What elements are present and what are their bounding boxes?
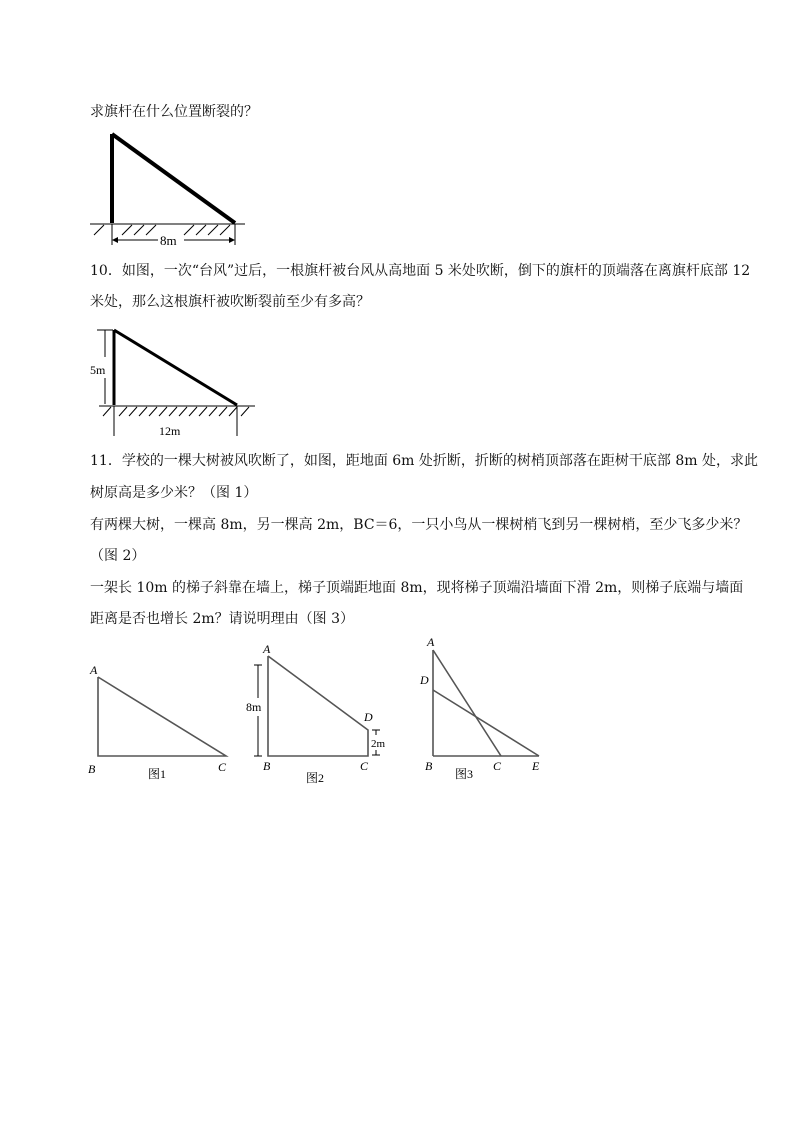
- fig2-height-label-2m: 2m: [371, 738, 386, 750]
- q10-question-line-2: 米处，那么这根旗杆被吹断裂前至少有多高？: [90, 294, 370, 310]
- fig3-vertex-A: A: [427, 635, 435, 649]
- q11-question-line-4: （图 2）: [90, 548, 146, 564]
- q9-dim-label: 8m: [160, 233, 177, 248]
- q9-flagpole-figure: [80, 130, 250, 250]
- fig1-vertex-C: C: [218, 760, 227, 774]
- q10-height-label: 5m: [90, 363, 106, 377]
- fig2-vertex-A: A: [263, 642, 271, 656]
- fig2-height-label-8m: 8m: [246, 700, 262, 714]
- q10-flagpole-figure: [85, 322, 260, 442]
- q11-question-line-2: 树原高是多少米？（图 1）: [90, 485, 258, 501]
- q10-question-line-1: 10．如图，一次“台风”过后，一根旗杆被台风从高地面 5 米处吹断，倒下的旗杆的顶端落在离旗杆底部 12: [90, 263, 751, 279]
- figure-1-triangle: [85, 660, 235, 785]
- figure-3-ladder: [415, 632, 555, 782]
- q10-base-label: 12m: [159, 424, 181, 438]
- q11-question-line-3: 有两棵大树，一棵高 8m，另一棵高 2m，BC＝6，一只小鸟从一棵树梢飞到另一棵树梢，至少飞多少米？: [90, 517, 748, 533]
- fig3-vertex-B: B: [425, 759, 433, 773]
- q11-question-line-6: 距离是否也增长 2m？请说明理由（图 3）: [90, 611, 354, 627]
- fig2-vertex-D: D: [364, 710, 373, 724]
- fig3-caption: 图3: [455, 767, 474, 781]
- q9-question-text: 求旗杆在什么位置断裂的？: [90, 104, 258, 120]
- fig1-caption: 图1: [148, 767, 167, 781]
- fig2-caption: 图2: [306, 771, 325, 785]
- fig3-vertex-C: C: [493, 759, 502, 773]
- fig2-vertex-B: B: [263, 759, 271, 773]
- fig1-vertex-B: B: [88, 762, 96, 776]
- fig2-vertex-C: C: [360, 759, 369, 773]
- fig3-vertex-E: E: [532, 759, 540, 773]
- q11-question-line-5: 一架长 10m 的梯子斜靠在墙上，梯子顶端距地面 8m，现将梯子顶端沿墙面下滑 2m，则梯子底端与墙面: [90, 580, 744, 596]
- fig1-vertex-A: A: [90, 663, 98, 677]
- fig3-vertex-D: D: [420, 673, 429, 687]
- q11-question-line-1: 11．学校的一棵大树被风吹断了，如图，距地面 6m 处折断，折断的树梢顶部落在距树干底部 8m 处，求此: [90, 453, 758, 469]
- figure-2-trees: [240, 640, 400, 785]
